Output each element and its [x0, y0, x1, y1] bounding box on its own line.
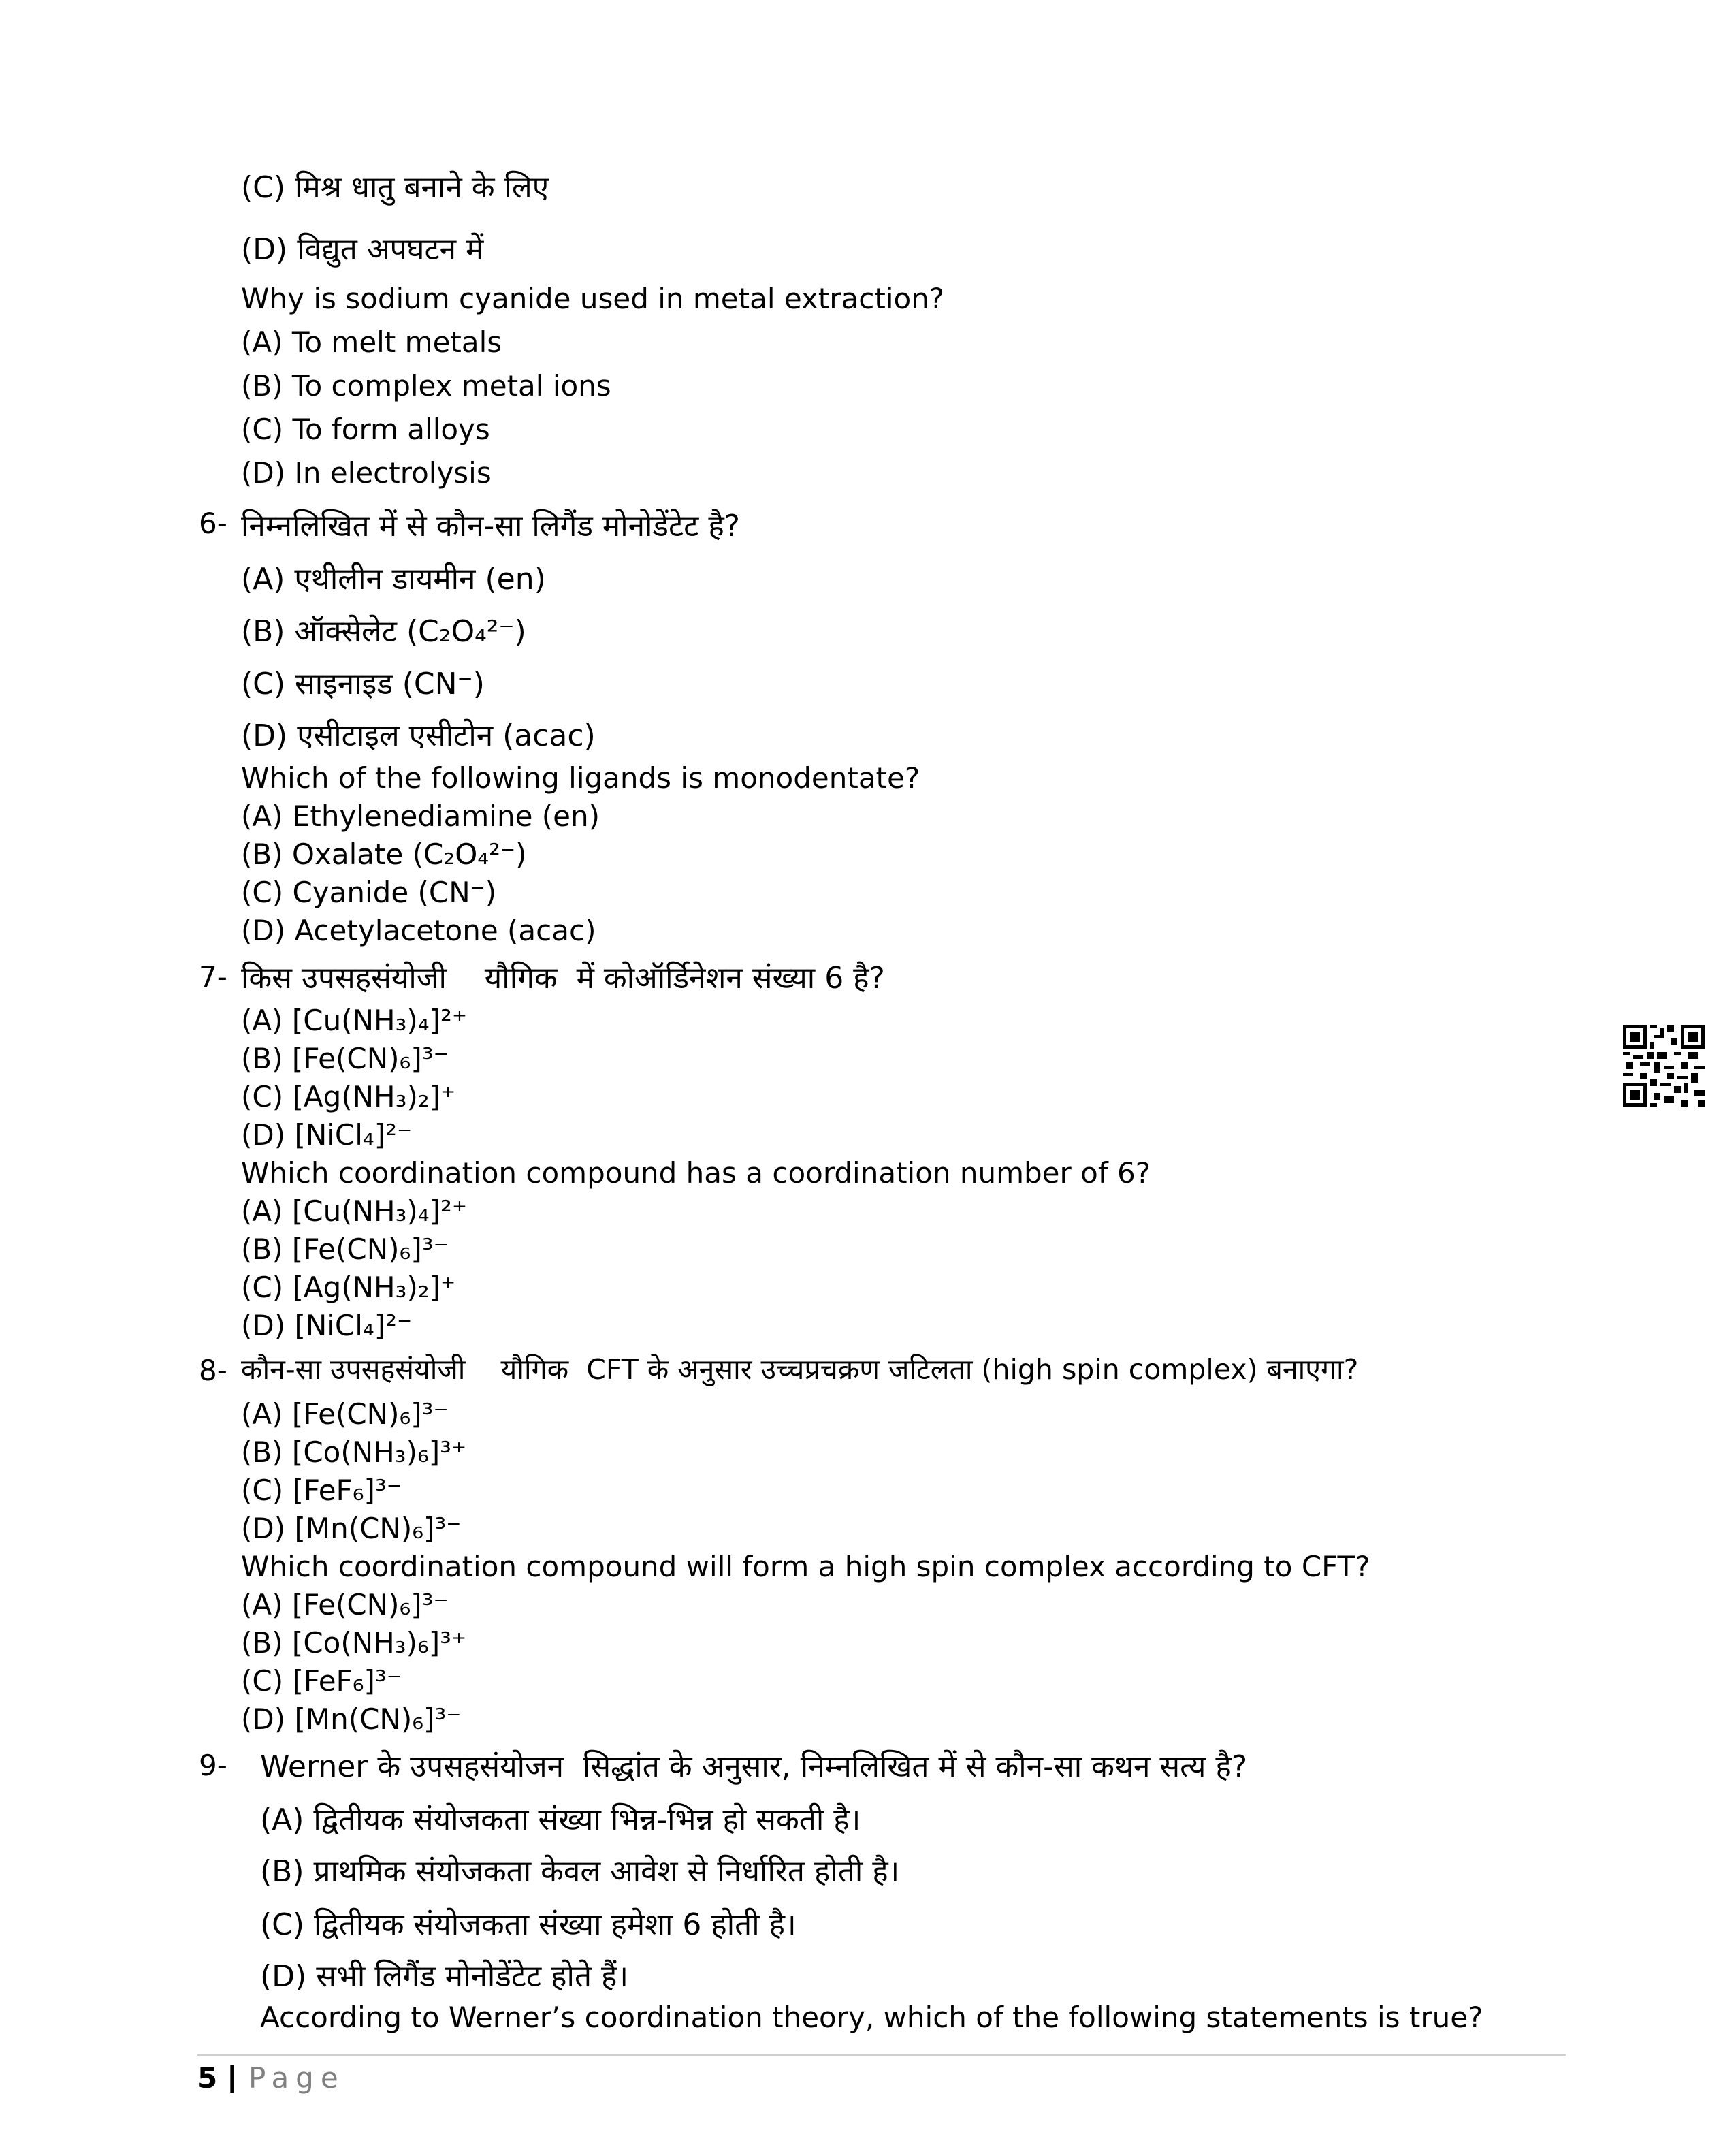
q9-number: 9- — [199, 1749, 227, 1782]
q6-english-option-d: (D) Acetylacetone (acac) — [241, 914, 596, 947]
q7-hindi-block-option-a: (A) [Cu(NH₃)₄]²⁺ — [241, 1004, 468, 1037]
q7-english-question: Which coordination compound has a coordination number of 6? — [241, 1156, 1151, 1190]
q8-hindi-block-option-d: (D) [Mn(CN)₆]³⁻ — [241, 1512, 462, 1545]
q6-english-question: Which of the following ligands is monodentate? — [241, 761, 920, 795]
q8-english-question: Which coordination compound will form a high spin complex according to CFT? — [241, 1550, 1370, 1583]
footer-divider — [197, 2054, 1566, 2056]
q7-english-option-a: (A) [Cu(NH₃)₄]²⁺ — [241, 1194, 468, 1228]
q7-hindi-block-option-d: (D) [NiCl₄]²⁻ — [241, 1118, 413, 1151]
q6-number: 6- — [199, 507, 227, 540]
q8-hindi-block-option-c: (C) [FeF₆]³⁻ — [241, 1474, 402, 1507]
q9-hindi-question: Werner के उपसहसंयोजन सिद्धांत के अनुसार, निम्नलिखित में से कौन-सा कथन सत्य है? — [260, 1749, 1248, 1784]
page-number: 5 — [197, 2061, 218, 2095]
q9-hindi-option-c: (C) द्वितीयक संयोजकता संख्या हमेशा 6 होती है। — [260, 1907, 797, 1942]
q5-english-option-b: (B) To complex metal ions — [241, 369, 611, 402]
q7-hindi-block-option-b: (B) [Fe(CN)₆]³⁻ — [241, 1042, 449, 1075]
q6-hindi-option-d: (D) एसीटाइल एसीटोन (acac) — [241, 718, 596, 753]
page-label: Page — [248, 2061, 345, 2095]
q5-hindi-option-d: (D) विद्युत अपघटन में — [241, 232, 484, 267]
q7-number: 7- — [199, 960, 227, 994]
q8-hindi-block-option-a: (A) [Fe(CN)₆]³⁻ — [241, 1397, 449, 1431]
q8-english-option-b: (B) [Co(NH₃)₆]³⁺ — [241, 1626, 467, 1659]
q6-english-option-a: (A) Ethylenediamine (en) — [241, 799, 600, 833]
q7-english-option-b: (B) [Fe(CN)₆]³⁻ — [241, 1233, 449, 1266]
q5-hindi-option-c: (C) मिश्र धातु बनाने के लिए — [241, 170, 549, 205]
q7-hindi-question: किस उपसहसंयोजी यौगिक में कोऑर्डिनेशन संख्या 6 है? — [241, 961, 885, 996]
q6-hindi-option-c: (C) साइनाइड (CN⁻) — [241, 667, 485, 701]
q7-english-option-d: (D) [NiCl₄]²⁻ — [241, 1309, 413, 1342]
q7-english-option-c: (C) [Ag(NH₃)₂]⁺ — [241, 1271, 456, 1304]
qr-code-icon — [1623, 1025, 1705, 1107]
q9-hindi-option-b: (B) प्राथमिक संयोजकता केवल आवेश से निर्धारित होती है। — [260, 1854, 900, 1889]
q8-hindi-question: कौन-सा उपसहसंयोजी यौगिक CFT के अनुसार उच्चप्रचक्रण जटिलता (high spin complex) बनाएगा? — [241, 1353, 1359, 1386]
q8-english-option-a: (A) [Fe(CN)₆]³⁻ — [241, 1588, 449, 1621]
page-separator: | — [227, 2060, 238, 2093]
q6-hindi-option-b: (B) ऑक्सेलेट (C₂O₄²⁻) — [241, 614, 526, 649]
q9-hindi-option-d: (D) सभी लिगैंड मोनोडेंटेट होते हैं। — [260, 1959, 629, 1994]
q6-hindi-option-a: (A) एथीलीन डायमीन (en) — [241, 562, 546, 597]
q7-hindi-block-option-c: (C) [Ag(NH₃)₂]⁺ — [241, 1080, 456, 1113]
q8-english-option-d: (D) [Mn(CN)₆]³⁻ — [241, 1702, 462, 1736]
q8-number: 8- — [199, 1354, 227, 1387]
q5-english-option-a: (A) To melt metals — [241, 325, 502, 359]
q6-english-option-b: (B) Oxalate (C₂O₄²⁻) — [241, 838, 527, 871]
q5-english-question: Why is sodium cyanide used in metal extraction? — [241, 282, 945, 315]
q8-hindi-block-option-b: (B) [Co(NH₃)₆]³⁺ — [241, 1435, 467, 1469]
q5-english-option-d: (D) In electrolysis — [241, 456, 492, 490]
q5-english-option-c: (C) To form alloys — [241, 413, 490, 446]
q6-hindi-question: निम्नलिखित में से कौन-सा लिगैंड मोनोडेंटेट है? — [241, 509, 741, 543]
q9-english-question: According to Werner’s coordination theory, which of the following statements is true? — [260, 2001, 1483, 2034]
q9-hindi-option-a: (A) द्वितीयक संयोजकता संख्या भिन्न-भिन्न हो सकती है। — [260, 1802, 861, 1837]
q6-english-option-c: (C) Cyanide (CN⁻) — [241, 876, 497, 909]
q8-english-option-c: (C) [FeF₆]³⁻ — [241, 1664, 402, 1698]
